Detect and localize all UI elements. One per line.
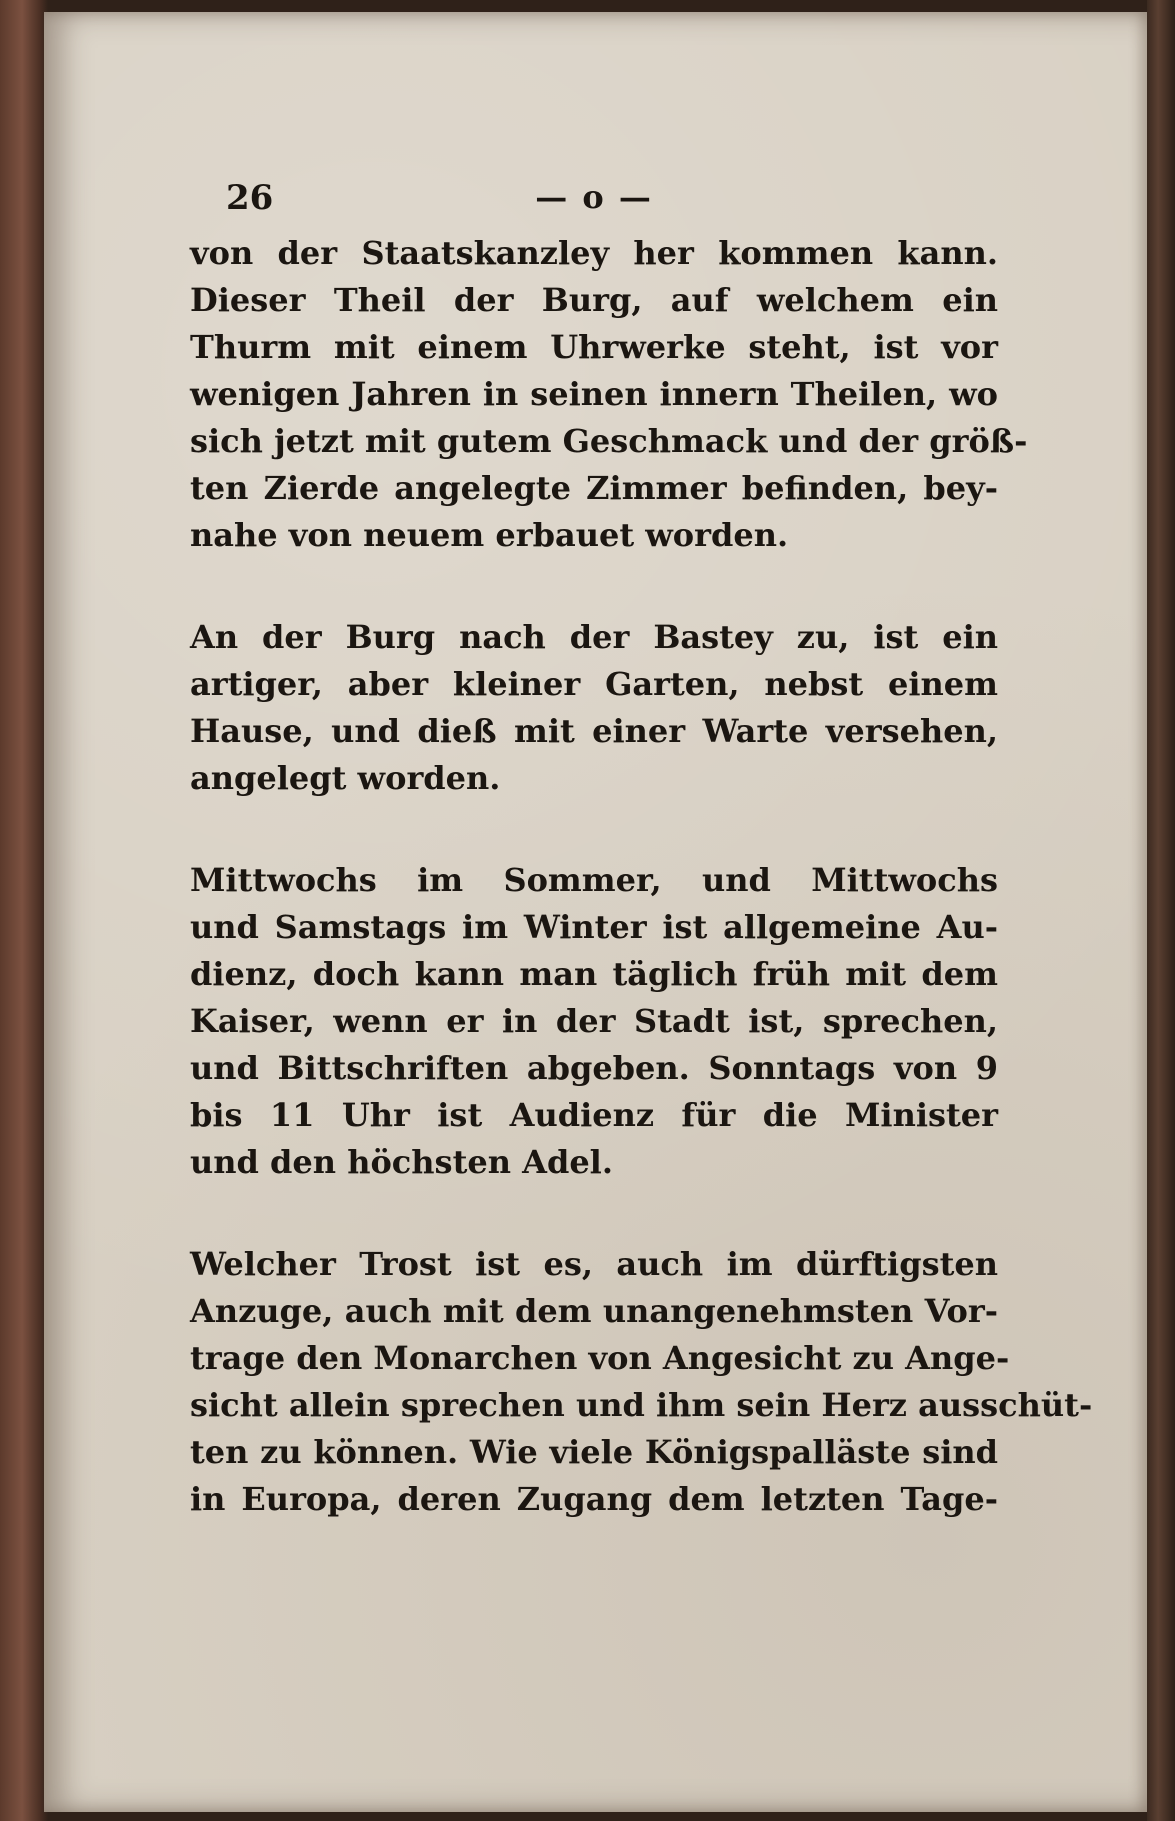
paragraph-1	[190, 230, 1028, 559]
text-line: Anzuge, auch mit dem unangenehmsten Vor-	[190, 1292, 998, 1330]
text-line: in Europa, deren Zugang dem letzten Tage-	[190, 1480, 998, 1518]
text-line: Dieser Theil der Burg, auf welchem ein	[190, 281, 998, 319]
paragraph-4	[190, 1241, 1093, 1523]
text-line: trage den Monarchen von Angesicht zu Ange-	[190, 1339, 1010, 1377]
text-line: Thurm mit einem Uhrwerke steht, ist vor	[190, 328, 998, 366]
running-head: — o —	[535, 178, 653, 216]
paragraph-3	[190, 857, 998, 1186]
text-line: ten Zierde angelegte Zimmer befinden, bey-	[190, 469, 998, 507]
page-content	[190, 170, 1093, 1523]
page-number: 26	[226, 178, 274, 218]
text-line: artiger, aber kleiner Garten, nebst einem	[190, 665, 998, 703]
text-line: Mittwochs im Sommer, und Mittwochs	[190, 861, 998, 899]
text-line: und Bittschriften abgeben. Sonntags von 9	[190, 1049, 998, 1087]
text-line: und Samstags im Winter ist allgemeine Au-	[190, 908, 998, 946]
paragraph-2	[190, 614, 998, 802]
text-line: sicht allein sprechen und ihm sein Herz ausschüt-	[190, 1386, 1093, 1424]
text-line: nahe von neuem erbauet worden.	[190, 516, 789, 554]
text-line: und den höchsten Adel.	[190, 1143, 613, 1181]
text-line: ten zu können. Wie viele Königspalläste sind	[190, 1433, 998, 1471]
text-line: Welcher Trost ist es, auch im dürftigsten	[190, 1245, 998, 1283]
right-page-edge	[1147, 0, 1175, 1821]
text-line: An der Burg nach der Bastey zu, ist ein	[190, 618, 998, 656]
text-line: wenigen Jahren in seinen innern Theilen, wo	[190, 375, 998, 413]
text-line: bis 11 Uhr ist Audienz für die Minister	[190, 1096, 998, 1134]
text-line: Kaiser, wenn er in der Stadt ist, sprechen,	[190, 1002, 998, 1040]
page-header	[190, 170, 998, 230]
text-line: Hause, und dieß mit einer Warte versehen,	[190, 712, 998, 750]
text-line: dienz, doch kann man täglich früh mit dem	[190, 955, 998, 993]
text-line: angelegt worden.	[190, 759, 501, 797]
text-line: von der Staatskanzley her kommen kann.	[190, 234, 998, 272]
text-line: sich jetzt mit gutem Geschmack und der größ-	[190, 422, 1028, 460]
